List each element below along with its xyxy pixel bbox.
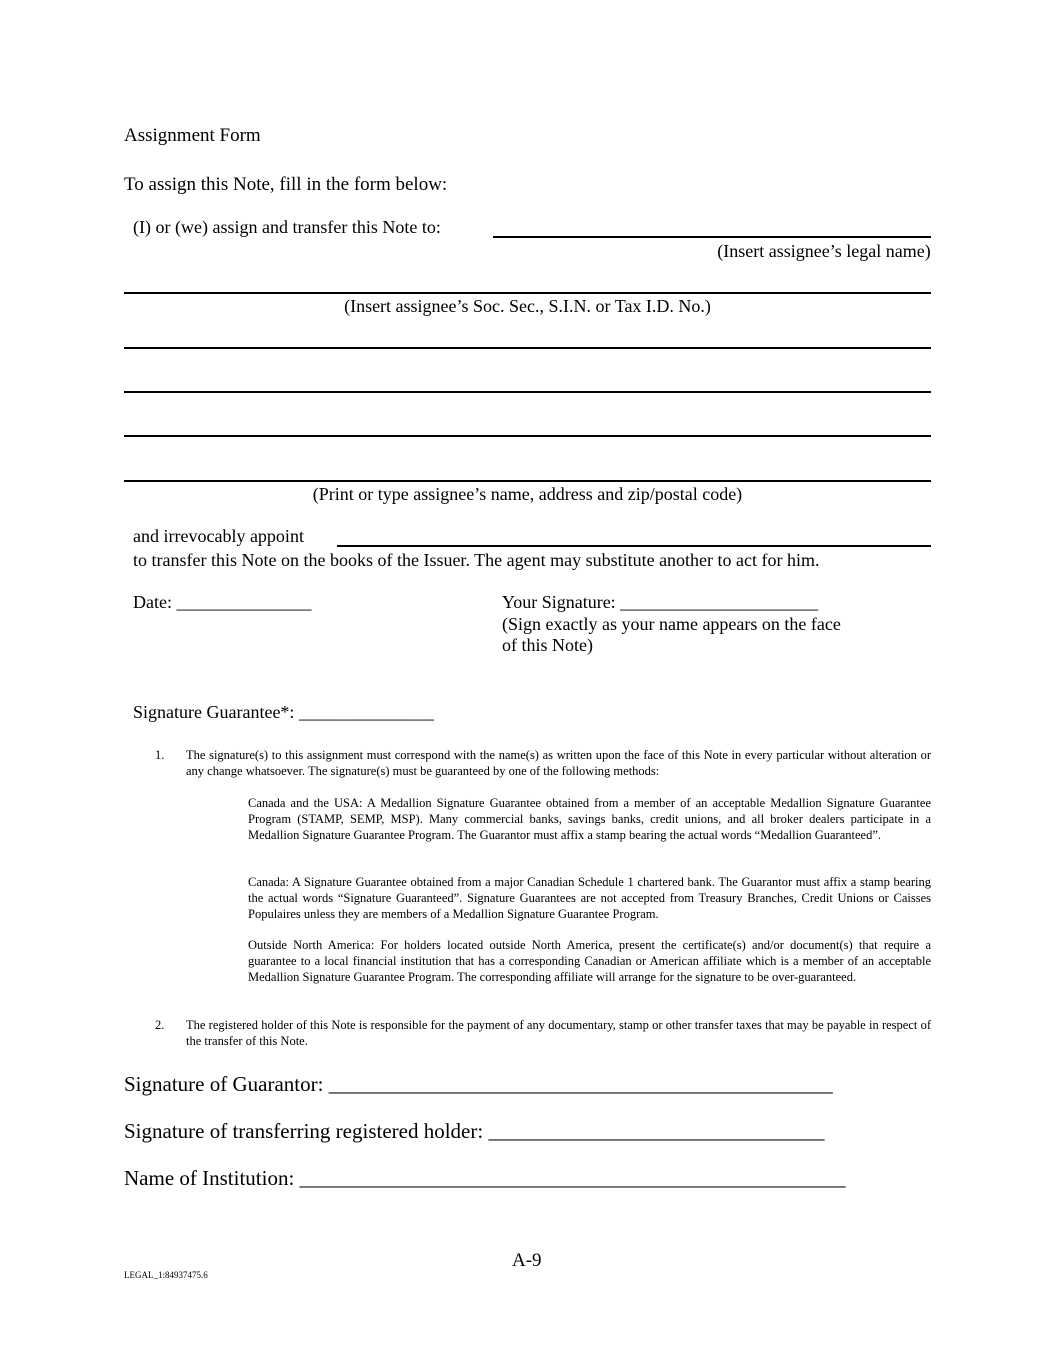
note-1-number: 1. [155, 748, 165, 762]
document-id: LEGAL_1:84937475.6 [124, 1270, 208, 1280]
note-2-number: 2. [155, 1018, 165, 1032]
appoint-label: and irrevocably appoint [133, 526, 304, 546]
assignee-legal-name-field[interactable] [493, 236, 931, 238]
taxid-caption: (Insert assignee’s Soc. Sec., S.I.N. or Tax I.D. No.) [344, 296, 711, 316]
form-title: Assignment Form [124, 125, 261, 146]
assign-transfer-label: (I) or (we) assign and transfer this Note to: [133, 217, 441, 237]
assignee-address-line-3[interactable] [124, 435, 931, 437]
form-instruction: To assign this Note, fill in the form below: [124, 174, 448, 195]
signature-guarantee-field[interactable]: Signature Guarantee*: _______________ [133, 702, 434, 722]
canada-usa-method: Canada and the USA: A Medallion Signature Guarantee obtained from a member of an acceptable Medallion Signature Guarantee Program (STAMP, SEMP, MSP). Many commercial banks, savings banks, credit unions, and all broker dealers participate in a Medallion Signature Guarantee Program. The Guarantor must affix a stamp bearing the actual words “Medallion Guaranteed”. [248, 796, 931, 842]
transfer-statement: to transfer this Note on the books of the Issuer. The agent may substitute another to act for him. [133, 550, 820, 570]
legal-name-caption: (Insert assignee’s legal name) [717, 241, 931, 261]
assignee-address-line-1[interactable] [124, 347, 931, 349]
note-2-text: The registered holder of this Note is responsible for the payment of any documentary, stamp or other transfer taxes that may be payable in respect of the transfer of this Note. [186, 1018, 931, 1048]
sign-instruction-line-1: (Sign exactly as your name appears on the face [502, 614, 841, 634]
address-caption: (Print or type assignee’s name, address and zip/postal code) [312, 484, 743, 504]
holder-signature-field[interactable]: Signature of transferring registered holder: ________________________________ [124, 1119, 825, 1143]
institution-name-field[interactable]: Name of Institution: ____________________________________________________ [124, 1166, 846, 1190]
page-number: A-9 [512, 1250, 542, 1271]
date-field[interactable]: Date: _______________ [133, 592, 312, 612]
note-1-text: The signature(s) to this assignment must correspond with the name(s) as written upon the face of this Note in every particular without alteration or any change whatsoever. The signature(s) must be guaranteed by one of the following methods: [186, 748, 931, 778]
guarantor-signature-field[interactable]: Signature of Guarantor: ________________________________________________ [124, 1072, 833, 1096]
assignee-address-line-4[interactable] [124, 480, 931, 482]
outside-north-america-method: Outside North America: For holders located outside North America, present the certificate(s) and/or document(s) that require a guarantee to a local financial institution that has a corresponding Canadian or American affiliate which is a member of an acceptable Medallion Signature Guarantee Program. The corresponding affiliate will arrange for the signature to be over-guaranteed. [248, 938, 931, 984]
your-signature-field[interactable]: Your Signature: ______________________ [502, 592, 819, 612]
assignee-address-line-2[interactable] [124, 391, 931, 393]
canada-method: Canada: A Signature Guarantee obtained from a major Canadian Schedule 1 chartered bank. The Guarantor must affix a stamp bearing the actual words “Signature Guaranteed”. Signature Guarantees are not accepted from Treasury Branches, Credit Unions or Caisses Populaires unless they are members of a Medallion Signature Guarantee Program. [248, 875, 931, 921]
agent-name-field[interactable] [337, 545, 931, 547]
assignee-taxid-field[interactable] [124, 292, 931, 294]
sign-instruction-line-2: of this Note) [502, 635, 593, 655]
